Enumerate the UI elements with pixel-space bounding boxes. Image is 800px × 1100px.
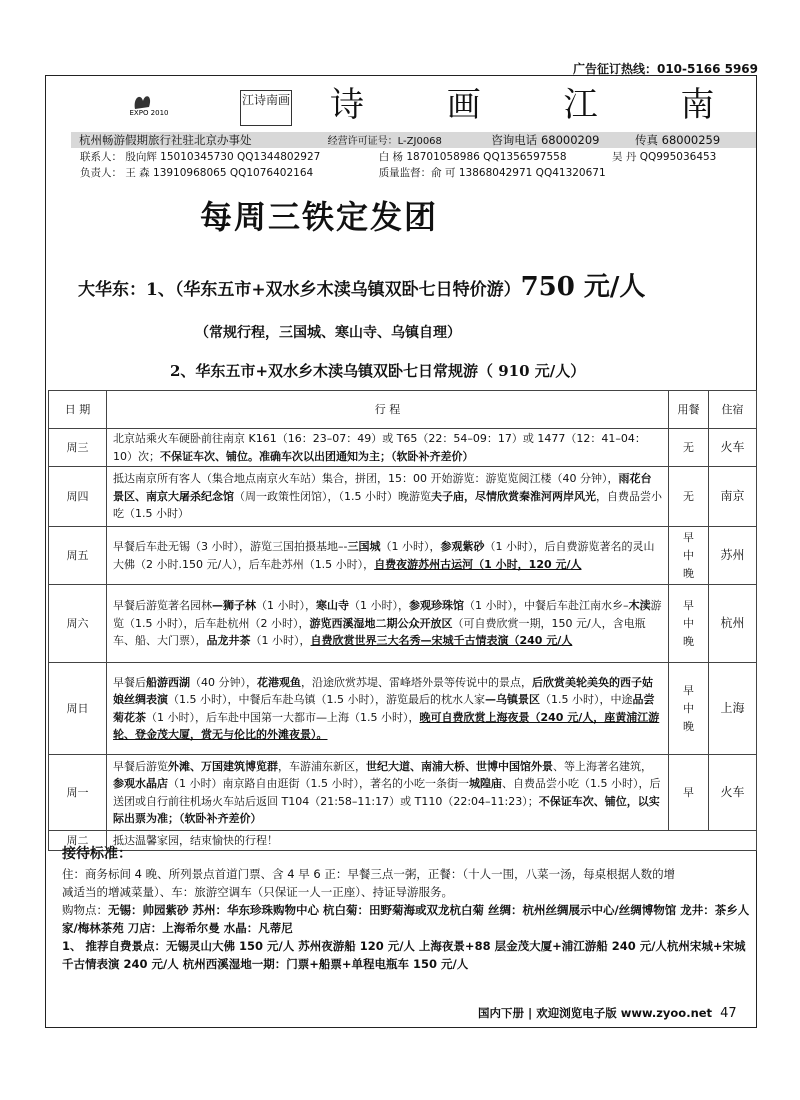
- contacts-label: 联系人：: [80, 151, 122, 163]
- route-2: 2、华东五市+双水乡木渎乌镇双卧七日常规游（ 910 元/人）: [170, 362, 586, 380]
- contact-yin: 殷向辉 15010345730 QQ1344802927: [125, 151, 321, 163]
- row-day: 周四: [49, 467, 107, 527]
- page-footer: [478, 1005, 737, 1021]
- itinerary-table: [48, 390, 757, 851]
- table-header-row: [49, 391, 757, 429]
- row-itinerary: 早餐后船游西湖（40 分钟），花港观鱼，沿途欣赏苏堤、雷峰塔外景等传说中的景点，后欣赏美轮美奂的西子姑娘丝绸表演（1.5 小时），中餐后车赴乌镇（1.5 小时），游览最后的枕水人家—乌镇景区（1.5 小时），中途品尝菊花茶（1 小时），后车赴中国第一大都市—上海（1.5 小时），晚可自费欣赏上海夜景（240 元/人，座黄浦江游轮、登金茂大厦，赏无与伦比的外滩夜景）。: [107, 663, 669, 755]
- row-day: 周六: [49, 585, 107, 663]
- row-itinerary: 早餐后车赴无锡（3 小时），游览三国拍摄基地–-三国城（1 小时），参观紫砂（1 小时），后自费游览著名的灵山大佛（2 小时.150 元/人），后车赴苏州（1.5 小时），自费夜游苏州古运河（1 小时，120 元/人: [107, 527, 669, 585]
- shopping-points: 购物点：无锡：帅园紫砂 苏州：华东珍珠购物中心 杭白菊：田野菊海或双龙杭白菊 丝绸：杭州丝绸展示中心/丝绸博物馆 龙井：茶乡人家/梅林茶苑 刀店：上海希尔曼 水晶：凡蒂尼: [62, 903, 750, 935]
- row-meals: 早 中 晚: [669, 663, 709, 755]
- header-day: 日 期: [49, 391, 107, 429]
- row-itinerary: 北京站乘火车硬卧前往南京 K161（16：23–07：49）或 T65（22：54–09：17）或 1477（12：41–04：10）次；不保证车次、铺位。准确车次以出团通知为主；（软卧补齐差价）: [107, 429, 669, 467]
- row-day: 周二: [49, 831, 107, 851]
- row-stay: 火车: [709, 429, 757, 467]
- row-stay: 上海: [709, 663, 757, 755]
- table-row: [49, 467, 757, 527]
- contacts-row-2: [80, 166, 606, 180]
- standards-heading: 接待标准：: [62, 846, 132, 862]
- contacts-row-1: [80, 150, 716, 164]
- table-row: [49, 429, 757, 467]
- contact-wang: 王 森 13910968065 QQ1076402164: [125, 167, 314, 179]
- expo-logo-text: EXPO 2010: [129, 109, 169, 117]
- row-meals: 无: [669, 429, 709, 467]
- row-itinerary: 抵达南京所有客人（集合地点南京火车站）集合，拼团，15：00 开始游览：游览览阅江楼（40 分钟），雨花台景区、南京大屠杀纪念馆（周一政策性闭馆），（1.5 小时）晚游览夫子庙，尽情欣赏秦淮河两岸风光，自费品尝小吃（1.5 小时）: [107, 467, 669, 527]
- service-standards: [62, 843, 750, 973]
- row-meals: 早 中 晚: [669, 585, 709, 663]
- route-1-price: 750 元/人: [520, 272, 646, 302]
- optional-attractions: 1、 推荐自费景点：无锡灵山大佛 150 元/人 苏州夜游船 120 元/人 上海夜景+88 层金茂大厦+浦江游船 240 元/人杭州宋城+宋城千古情表演 240 元/人 杭州西溪湿地一期：门票+船票+单程电瓶车 150 元/人: [62, 939, 746, 971]
- route-1: [78, 268, 645, 309]
- row-stay: 火车: [709, 755, 757, 831]
- table-row: [49, 663, 757, 755]
- row-meals: 无: [669, 467, 709, 527]
- contact-bai: 白 杨 18701058986 QQ1356597558: [378, 151, 567, 163]
- contact-wu: 吴 丹 QQ995036453: [612, 151, 717, 163]
- ad-hotline: 广告征订热线：010-5166 5969: [572, 62, 758, 76]
- headline: 每周三铁定发团: [200, 198, 439, 236]
- row-day: 周三: [49, 429, 107, 467]
- row-stay: 南京: [709, 467, 757, 527]
- route-1-note: （常规行程，三国城、寒山寺、乌镇自理）: [195, 325, 461, 341]
- row-itinerary: 早餐后游览著名园林—狮子林（1 小时），寒山寺（1 小时），参观珍珠馆（1 小时），中餐后车赴江南水乡–木渎游览（1.5 小时），后车赴杭州（2 小时），游览西溪湿地二期公众开放区（可自费欣赏一期，150 元/人，含电瓶车、船、大门票），品龙井茶（1 小时），自费欣赏世界三大名秀—宋城千古情表演（240 元/人: [107, 585, 669, 663]
- row-itinerary: 早餐后游览外滩、万国建筑博览群，车游浦东新区，世纪大道、南浦大桥、世博中国馆外景、等上海著名建筑，参观水晶店（1 小时）南京路自由逛街（1.5 小时），著名的小吃一条街一城隍庙、自费品尝小吃（1.5 小时），后送团或自行前往机场火车站后返回 T104（21:58–11:17）或 T110（22:04–11:23）；不保证车次、铺位，以实际出票为准；（软卧补齐差价）: [107, 755, 669, 831]
- page-number: 47: [720, 1006, 737, 1021]
- agency-bar: [71, 132, 756, 148]
- header-meals: 用餐: [669, 391, 709, 429]
- inquiry-phone: 咨询电话 68000209: [491, 133, 600, 147]
- row-meals: 早: [669, 755, 709, 831]
- row-meals: 早 中 晚: [669, 527, 709, 585]
- table-row: [49, 527, 757, 585]
- standards-line-2: 减适当的增减菜量）、车：旅游空调车（只保证一人一正座）、持证导游服务。: [62, 885, 453, 899]
- small-brand-logo: 江诗南画: [240, 90, 292, 126]
- manager-label: 负责人：: [80, 167, 122, 179]
- row-day: 周日: [49, 663, 107, 755]
- table-row: [49, 585, 757, 663]
- agency-name: 杭州畅游假期旅行社驻北京办事处: [79, 133, 252, 147]
- expo-logo-icon: [129, 89, 169, 125]
- header-stay: 住宿: [709, 391, 757, 429]
- row-stay: 苏州: [709, 527, 757, 585]
- table-row: [49, 755, 757, 831]
- brand-title: 诗 画 江 南: [330, 85, 751, 125]
- row-stay: 杭州: [709, 585, 757, 663]
- route-1-title: 大华东：1、（华东五市+双水乡木渎乌镇双卧七日特价游）: [78, 280, 521, 300]
- footer-text: 国内下册 | 欢迎浏览电子版 www.zyoo.net: [478, 1006, 713, 1020]
- fax-number: 传真 68000259: [634, 133, 721, 147]
- header-itinerary: 行 程: [107, 391, 669, 429]
- row-itinerary: 抵达温馨家园，结束愉快的行程！: [107, 831, 757, 851]
- row-day: 周一: [49, 755, 107, 831]
- standards-line-1: 住：商务标间 4 晚、所列景点首道门票、含 4 早 6 正：早餐三点一粥，正餐：（十人一围，八菜一汤，每桌根据人数的增: [62, 867, 676, 881]
- license-number: 经营许可证号：L-ZJ0068: [327, 136, 442, 147]
- quality-supervisor: 质量监督：俞 可 13868042971 QQ41320671: [378, 167, 606, 179]
- row-day: 周五: [49, 527, 107, 585]
